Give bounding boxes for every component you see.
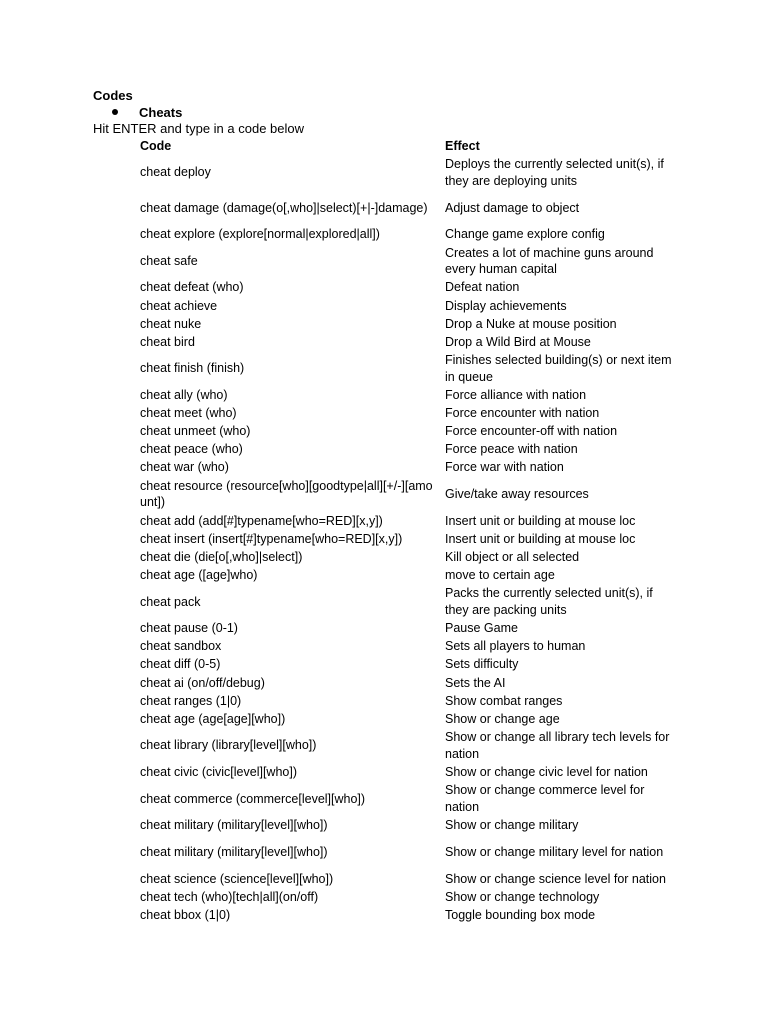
code-cell: cheat ai (on/off/debug) (140, 675, 265, 690)
table-row (137, 835, 682, 870)
code-cell: cheat diff (0-5) (140, 657, 221, 672)
table-row (137, 477, 682, 512)
column-header-code: Code (140, 138, 172, 153)
effect-cell: Force war with nation (445, 460, 564, 475)
code-cell: cheat nuke (140, 316, 202, 331)
table-row (137, 530, 682, 548)
code-cell: cheat science (science[level][who]) (140, 871, 334, 886)
table-row (137, 638, 682, 656)
table-row (137, 870, 682, 888)
code-cell: cheat library (library[level][who]) (140, 738, 317, 753)
code-cell: cheat military (military[level][who]) (140, 818, 328, 833)
code-cell: cheat insert (insert[#]typename[who=RED][x,y]) (140, 531, 403, 546)
table-row (137, 619, 682, 637)
code-cell: cheat defeat (who) (140, 280, 244, 295)
effect-cell: Show or change science level for nation (445, 871, 666, 886)
effect-cell: Show or change civic level for nation (445, 764, 648, 779)
effect-cell: Force alliance with nation (445, 388, 587, 403)
table-row (137, 763, 682, 781)
effect-cell: Kill object or all selected (445, 549, 580, 564)
effect-cell: Sets the AI (445, 675, 506, 690)
table-row (137, 674, 682, 692)
table-row (137, 422, 682, 440)
effect-cell: Give/take away resources (445, 487, 589, 502)
effect-cell: Display achievements (445, 298, 567, 313)
table-row (137, 548, 682, 566)
code-cell: cheat meet (who) (140, 406, 237, 421)
code-cell: cheat add (add[#]typename[who=RED][x,y]) (140, 513, 383, 528)
code-cell: cheat age (age[age][who]) (140, 711, 286, 726)
code-cell: cheat ranges (1|0) (140, 693, 242, 708)
effect-cell: Show or change all library tech levels for nation (445, 730, 670, 761)
code-cell: cheat peace (who) (140, 442, 243, 457)
section-heading: Codes (93, 88, 133, 103)
effect-cell: Deploys the currently selected unit(s), if they are deploying units (445, 157, 664, 188)
table-row (137, 816, 682, 834)
effect-cell: Packs the currently selected unit(s), if they are packing units (445, 586, 653, 617)
code-cell: cheat ally (who) (140, 388, 228, 403)
code-cell: cheat achieve (140, 298, 218, 313)
table-row (137, 315, 682, 333)
table-row (137, 243, 682, 278)
table-row (137, 692, 682, 710)
effect-cell: Force encounter-off with nation (445, 424, 618, 439)
effect-cell: Show combat ranges (445, 693, 563, 708)
table-row (137, 190, 682, 225)
table-row (137, 386, 682, 404)
code-cell: cheat deploy (140, 165, 211, 180)
code-cell: cheat bird (140, 334, 195, 349)
effect-cell: Show or change military level for nation (445, 844, 664, 859)
code-cell: cheat damage (damage(o[,who]|select)[+|-]damage) (140, 200, 428, 215)
effect-cell: Drop a Nuke at mouse position (445, 316, 617, 331)
effect-cell: Show or change military (445, 818, 579, 833)
effect-cell: Show or change commerce level for nation (445, 783, 645, 814)
code-cell: cheat pack (140, 594, 201, 609)
table-row (137, 710, 682, 728)
effect-cell: Insert unit or building at mouse loc (445, 531, 636, 546)
table-row (137, 404, 682, 422)
effect-cell: move to certain age (445, 567, 555, 582)
table-row (137, 728, 682, 763)
code-cell: cheat safe (140, 253, 198, 268)
code-cell: cheat unmeet (who) (140, 424, 251, 439)
cheat-codes-table (137, 137, 682, 924)
effect-cell: Defeat nation (445, 280, 520, 295)
code-cell: cheat war (who) (140, 460, 229, 475)
table-row (137, 656, 682, 674)
table-row (137, 297, 682, 315)
code-cell: cheat commerce (commerce[level][who]) (140, 791, 366, 806)
effect-cell: Insert unit or building at mouse loc (445, 513, 636, 528)
table-row (137, 441, 682, 459)
effect-cell: Change game explore config (445, 227, 605, 242)
code-cell: cheat age ([age]who) (140, 567, 258, 582)
table-row (137, 351, 682, 386)
column-header-effect: Effect (445, 138, 480, 153)
table-row (137, 512, 682, 530)
table-row (137, 155, 682, 190)
table-row (137, 906, 682, 924)
table-body (137, 155, 682, 924)
effect-cell: Toggle bounding box mode (445, 907, 596, 922)
intro-text: Hit ENTER and type in a code below (93, 121, 304, 136)
effect-cell: Force peace with nation (445, 442, 578, 457)
effect-cell: Sets all players to human (445, 639, 586, 654)
effect-cell: Show or change technology (445, 889, 600, 904)
code-cell: cheat sandbox (140, 639, 222, 654)
code-cell: cheat finish (finish) (140, 361, 245, 376)
effect-cell: Adjust damage to object (445, 200, 580, 215)
effect-cell: Sets difficulty (445, 657, 519, 672)
bullet-dot-icon (112, 109, 118, 115)
code-cell: cheat civic (civic[level][who]) (140, 764, 297, 779)
code-cell: cheat bbox (1|0) (140, 907, 231, 922)
table-row (137, 225, 682, 243)
code-cell: cheat military (military[level][who]) (140, 844, 328, 859)
effect-cell: Force encounter with nation (445, 406, 600, 421)
table-row (137, 888, 682, 906)
effect-cell: Show or change age (445, 711, 560, 726)
table-row (137, 333, 682, 351)
table-row (137, 279, 682, 297)
code-cell: cheat die (die[o[,who]|select]) (140, 549, 303, 564)
effect-cell: Pause Game (445, 621, 518, 636)
table-row (137, 781, 682, 816)
table-row (137, 566, 682, 584)
code-cell: cheat resource (resource[who][goodtype|all][+/-][amount]) (140, 478, 433, 510)
code-cell: cheat explore (explore[normal|explored|all]) (140, 227, 380, 242)
effect-cell: Finishes selected building(s) or next item in queue (445, 353, 672, 384)
bullet-item (112, 104, 182, 120)
bullet-label: Cheats (139, 104, 183, 120)
table-row (137, 584, 682, 619)
code-cell: cheat tech (who)[tech|all](on/off) (140, 889, 319, 904)
table-row (137, 459, 682, 477)
effect-cell: Drop a Wild Bird at Mouse (445, 334, 591, 349)
table-header-row (137, 137, 682, 155)
code-cell: cheat pause (0-1) (140, 621, 238, 636)
effect-cell: Creates a lot of machine guns around every human capital (445, 245, 654, 277)
